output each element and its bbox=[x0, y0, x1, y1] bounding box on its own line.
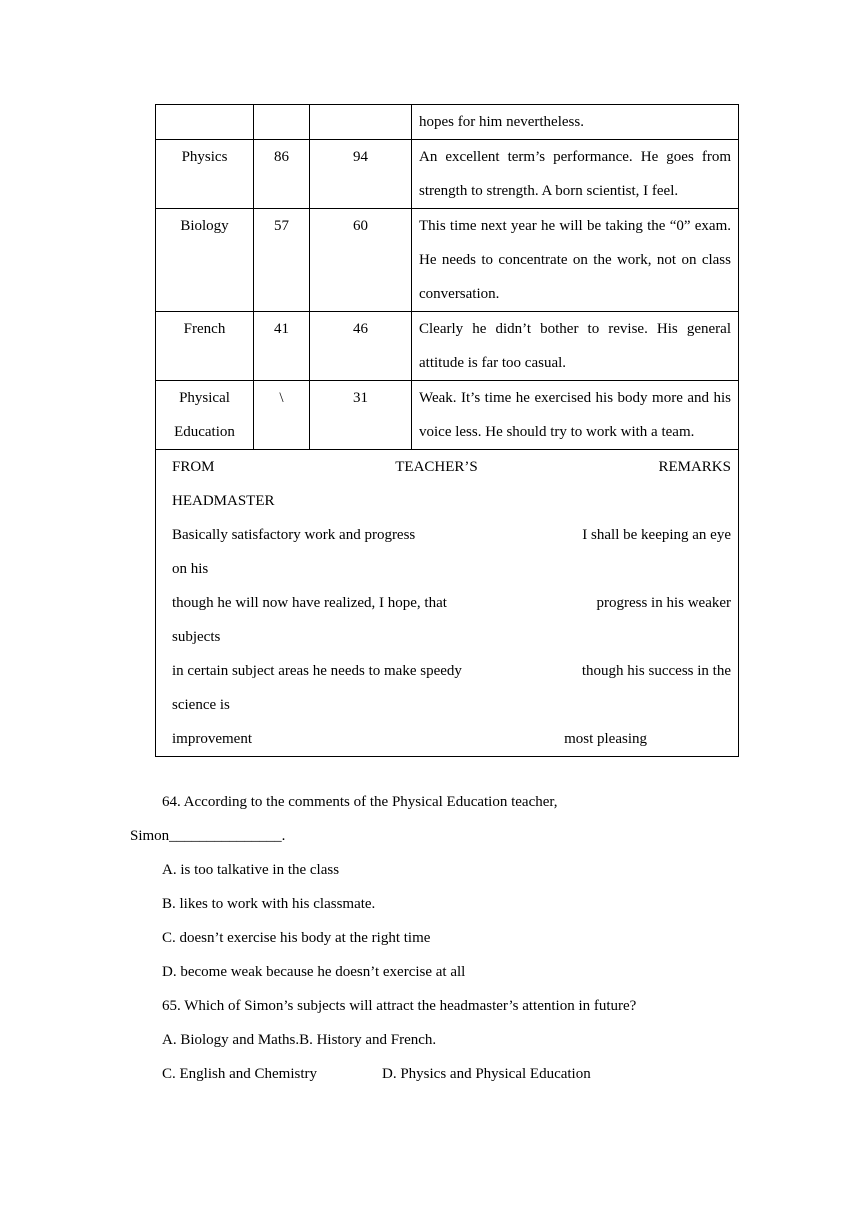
headmaster-remarks bbox=[156, 450, 739, 757]
option-65-c: C. English and Chemistry bbox=[162, 1066, 317, 1082]
remark-left: in certain subject areas he needs to make speedy bbox=[172, 663, 462, 679]
remark-right: most pleasing bbox=[564, 731, 647, 747]
remark-line bbox=[172, 586, 731, 620]
option-64-a: A. is too talkative in the class bbox=[162, 862, 340, 878]
remark-cell: This time next year he will be taking the “0” exam. He needs to concentrate on the work, not on class conversation. bbox=[412, 209, 739, 312]
subject-cell: Physics bbox=[156, 140, 254, 209]
header-from: FROM bbox=[172, 459, 215, 475]
remark-left: Basically satisfactory work and progress bbox=[172, 527, 416, 543]
table-row bbox=[156, 140, 739, 209]
subject-cell: French bbox=[156, 312, 254, 381]
score-cell: 86 bbox=[254, 140, 310, 209]
table-row bbox=[156, 105, 739, 140]
remark-line bbox=[172, 518, 731, 552]
report-table bbox=[155, 104, 739, 757]
remark-right: though his success in the bbox=[581, 663, 731, 679]
remark-cont: subjects bbox=[172, 629, 221, 645]
option-64-c: C. doesn’t exercise his body at the right time bbox=[162, 930, 431, 946]
remark-left: improvement bbox=[172, 731, 252, 747]
remark-right: progress in his weaker bbox=[596, 595, 731, 611]
option-64-b: B. likes to work with his classmate. bbox=[162, 896, 376, 912]
remark-cont: science is bbox=[172, 697, 230, 713]
subject-cell: Physical Education bbox=[156, 381, 254, 450]
remark-cell: An excellent term’s performance. He goes from strength to strength. A born scientist, I feel. bbox=[412, 140, 739, 209]
option-65-d: D. Physics and Physical Education bbox=[382, 1066, 591, 1082]
remark-right: I shall be keeping an eye bbox=[582, 527, 731, 543]
header-teachers: TEACHER’S bbox=[395, 459, 478, 475]
score-cell bbox=[254, 105, 310, 140]
score-cell: 46 bbox=[310, 312, 412, 381]
subject-cell bbox=[156, 105, 254, 140]
option-65-ab: A. Biology and Maths.B. History and French. bbox=[162, 1032, 437, 1048]
question-64-stem: 64. According to the comments of the Physical Education teacher, bbox=[162, 794, 558, 810]
score-cell: 94 bbox=[310, 140, 412, 209]
remark-line bbox=[172, 722, 731, 756]
remark-cont: on his bbox=[172, 561, 209, 577]
subject-cell: Biology bbox=[156, 209, 254, 312]
question-64-blank: Simon_______________. bbox=[130, 828, 286, 844]
header-headmaster: HEADMASTER bbox=[172, 493, 275, 509]
score-cell: 41 bbox=[254, 312, 310, 381]
remark-cell: Weak. It’s time he exercised his body more and his voice less. He should try to work with a team. bbox=[412, 381, 739, 450]
score-cell: 57 bbox=[254, 209, 310, 312]
remark-cell: Clearly he didn’t bother to revise. His general attitude is far too casual. bbox=[412, 312, 739, 381]
score-cell: \ bbox=[254, 381, 310, 450]
remark-line bbox=[172, 654, 731, 688]
remark-cell: hopes for him nevertheless. bbox=[412, 105, 739, 140]
score-cell: 60 bbox=[310, 209, 412, 312]
table-row bbox=[156, 381, 739, 450]
header-remarks: REMARKS bbox=[658, 459, 731, 475]
score-cell bbox=[310, 105, 412, 140]
table-row bbox=[156, 312, 739, 381]
remarks-header bbox=[172, 450, 731, 484]
question-65-stem: 65. Which of Simon’s subjects will attract the headmaster’s attention in future? bbox=[162, 998, 637, 1014]
remarks-row bbox=[156, 450, 739, 757]
option-64-d: D. become weak because he doesn’t exercise at all bbox=[162, 964, 466, 980]
score-cell: 31 bbox=[310, 381, 412, 450]
table-row bbox=[156, 209, 739, 312]
remark-left: though he will now have realized, I hope, that bbox=[172, 595, 447, 611]
